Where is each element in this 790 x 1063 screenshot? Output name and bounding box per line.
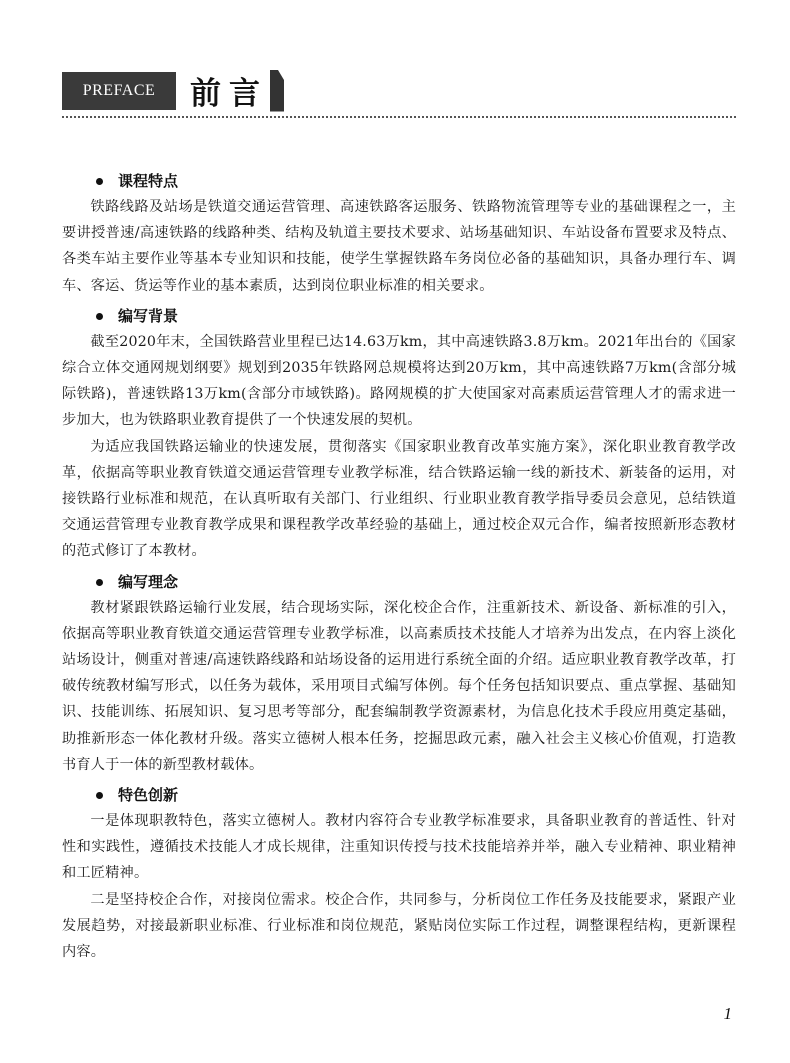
section-heading-text: 编写背景 (118, 306, 179, 325)
section-heading-text: 特色创新 (118, 786, 179, 805)
bullet-icon (96, 178, 103, 185)
page-number: 1 (723, 1004, 732, 1023)
section-heading (62, 782, 736, 808)
section-heading-text: 课程特点 (118, 172, 179, 190)
bullet-icon (96, 792, 103, 799)
title-tab-decoration (270, 70, 284, 112)
bullet-icon (96, 579, 103, 586)
paragraph: 二是坚持校企合作，对接岗位需求。校企合作，共同参与，分析岗位工作任务及技能要求，紧跟产业发展趋势，对接最新职业标准、行业标准和岗位规范，紧贴岗位实际工作过程，调整课程结构，更新课程内容。 (62, 891, 736, 961)
preface-content (62, 168, 736, 965)
paragraph: 为适应我国铁路运输业的快速发展，贯彻落实《国家职业教育改革实施方案》，深化职业教育教学改革，依据高等职业教育铁道交通运营管理专业教学标准，结合铁路运输一线的新技术、新装备的运用，对接铁路行业标准和规范，在认真听取有关部门、行业组织、行业职业教育教学指导委员会意见，总结铁道交通运营管理专业教育教学成果和课程教学改革经验的基础上，通过校企双元合作，编者按照新形态教材的范式修订了本教材。 (62, 438, 736, 560)
section-heading (62, 569, 736, 595)
preface-header (62, 68, 284, 113)
paragraph: 截至2020年末，全国铁路营业里程已达14.63万km，其中高速铁路3.8万km。2021年出台的《国家综合立体交通网规划纲要》规划到2035年铁路网总规模将达到20万km，其中高速铁路7万km(含部分城际铁路)，普速铁路13万km(含部分市域铁路)。路网规模的扩大使国家对高素质运营管理人才的需求进一步加大，也为铁路职业教育提供了一个快速发展的契机。 (62, 333, 736, 429)
header-divider (62, 116, 736, 118)
paragraph: 教材紧跟铁路运输行业发展，结合现场实际，深化校企合作，注重新技术、新设备、新标准的引入，依据高等职业教育铁道交通运营管理专业教学标准，以高素质技术技能人才培养为出发点，在内容上淡化站场设计，侧重对普速/高速铁路线路和站场设备的运用进行系统全面的介绍。适应职业教育教学改革，打破传统教材编写形式，以任务为载体，采用项目式编写体例。每个任务包括知识要点、重点掌握、基础知识、技能训练、拓展知识、复习思考等部分，配套编制教学资源素材，为信息化技术手段应用奠定基础，助推新形态一体化教材升级。落实立德树人根本任务，挖掘思政元素，融入社会主义核心价值观，打造教书育人于一体的新型教材载体。 (62, 599, 736, 773)
paragraph: 一是体现职教特色，落实立德树人。教材内容符合专业教学标准要求，具备职业教育的普适性、针对性和实践性，遵循技术技能人才成长规律，注重知识传授与技术技能培养并举，融入专业精神、职业精神和工匠精神。 (62, 813, 736, 882)
section-heading-text: 编写理念 (118, 572, 179, 591)
section-heading (62, 303, 736, 329)
bullet-icon (96, 313, 103, 320)
section-heading (62, 168, 736, 194)
paragraph: 铁路线路及站场是铁道交通运营管理、高速铁路客运服务、铁路物流管理等专业的基础课程之一，主要讲授普速/高速铁路的线路种类、结构及轨道主要技术要求、站场基础知识、车站设备布置要求及特点、各类车站主要作业等基本专业知识和技能，使学生掌握铁路车务岗位必备的基础知识，具备办理行车、调车、客运、货运等作业的基本素质，达到岗位职业标准的相关要求。 (62, 199, 736, 294)
page-title: 前言 (190, 76, 268, 112)
preface-label: PREFACE (62, 72, 176, 110)
